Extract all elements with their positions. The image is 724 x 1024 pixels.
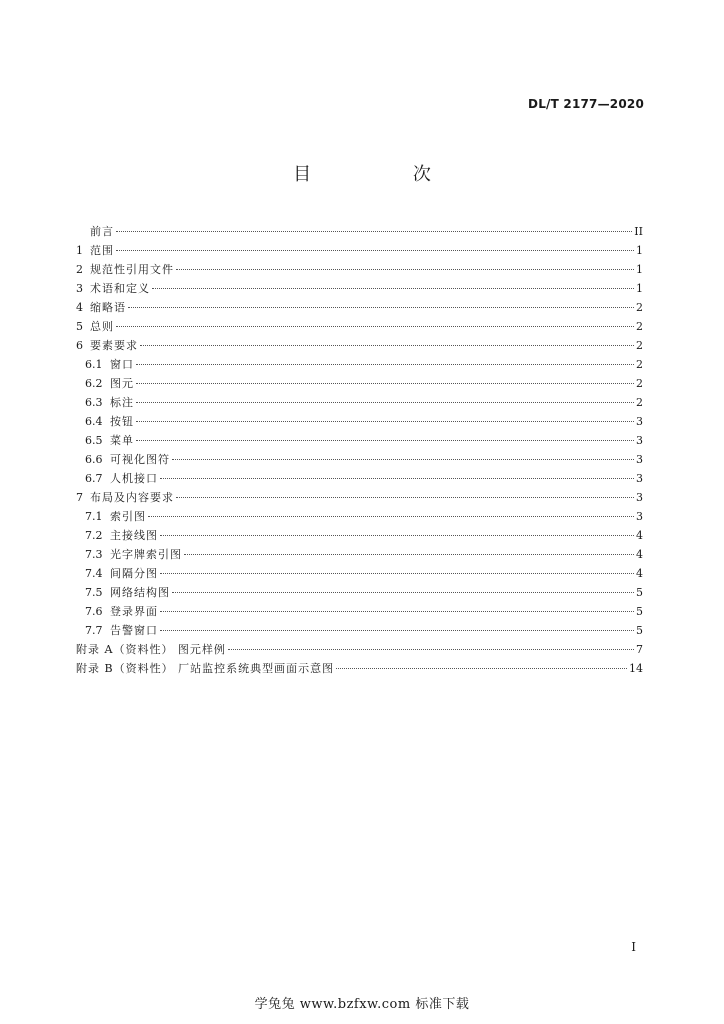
- toc-entry[interactable]: [76, 222, 643, 241]
- toc-entry-number: 6.4: [85, 415, 103, 428]
- toc-entry-label: 索引图: [110, 510, 146, 523]
- toc-entry-page: 5: [636, 605, 643, 618]
- toc-leader-dots: [176, 497, 634, 498]
- toc-entry-number: 7.3: [85, 548, 103, 561]
- toc-entry-page: 5: [636, 586, 643, 599]
- toc-leader-dots: [136, 440, 634, 441]
- watermark-text: 学兔兔 www.bzfxw.com 标准下载: [254, 997, 470, 1012]
- standard-code: DL/T 2177—2020: [528, 97, 644, 111]
- toc-entry-number: 6.7: [85, 472, 103, 485]
- toc-leader-dots: [136, 402, 634, 403]
- toc-entry-label: 范围: [90, 244, 114, 257]
- toc-leader-dots: [176, 269, 634, 270]
- toc-leader-dots: [184, 554, 634, 555]
- toc-entry-number: 7.2: [85, 529, 103, 542]
- toc-entry-page: 1: [636, 263, 643, 276]
- toc-leader-dots: [128, 307, 634, 308]
- toc-entry-label: 附录 A（资料性） 图元样例: [76, 643, 226, 656]
- toc-entry-label: 缩略语: [90, 301, 126, 314]
- toc-entry[interactable]: [76, 602, 643, 621]
- toc-entry-page: 2: [636, 358, 643, 371]
- toc-entry[interactable]: [76, 241, 643, 260]
- toc-entry-page: 2: [636, 396, 643, 409]
- toc-entry-page: 4: [636, 567, 643, 580]
- toc-entry[interactable]: [76, 355, 643, 374]
- toc-entry-number: 7.5: [85, 586, 103, 599]
- toc-entry-number: 4: [76, 301, 83, 314]
- toc-entry-number: 6.6: [85, 453, 103, 466]
- toc-entry-number: 7.6: [85, 605, 103, 618]
- toc-entry-label: 告警窗口: [110, 624, 158, 637]
- toc-entry-page: 5: [636, 624, 643, 637]
- toc-entry-number: 5: [76, 320, 83, 333]
- toc-entry-page: 3: [636, 491, 643, 504]
- toc-entry[interactable]: [76, 564, 643, 583]
- toc-entry-page: 2: [636, 377, 643, 390]
- toc-entry-label: 光字牌索引图: [110, 548, 182, 561]
- toc-entry[interactable]: [76, 393, 643, 412]
- toc-entry-page: 2: [636, 339, 643, 352]
- toc-entry[interactable]: [76, 336, 643, 355]
- toc-leader-dots: [172, 459, 634, 460]
- toc-leader-dots: [136, 421, 634, 422]
- toc-entry-number: 1: [76, 244, 83, 257]
- toc-entry-label: 总则: [90, 320, 114, 333]
- toc-entry-label: 登录界面: [110, 605, 158, 618]
- toc-entry-label: 标注: [110, 396, 134, 409]
- page-number: I: [631, 940, 636, 954]
- page-title: 目 次: [293, 164, 479, 185]
- toc-entry[interactable]: [76, 507, 643, 526]
- toc-entry-number: 7: [76, 491, 83, 504]
- toc-leader-dots: [116, 326, 634, 327]
- toc-entry-number: 6.2: [85, 377, 103, 390]
- toc-entry-label: 布局及内容要求: [90, 491, 174, 504]
- toc-entry-number: 6.1: [85, 358, 103, 371]
- toc-entry[interactable]: [76, 545, 643, 564]
- toc-entry[interactable]: [76, 659, 643, 678]
- toc-entry-label: 网络结构图: [110, 586, 170, 599]
- toc-leader-dots: [116, 231, 632, 232]
- toc-leader-dots: [160, 478, 634, 479]
- toc-entry[interactable]: [76, 317, 643, 336]
- toc-entry[interactable]: [76, 450, 643, 469]
- toc-leader-dots: [152, 288, 634, 289]
- toc-leader-dots: [160, 630, 634, 631]
- toc-entry-page: 2: [636, 320, 643, 333]
- toc-entry-number: 6.5: [85, 434, 103, 447]
- toc-entry[interactable]: [76, 621, 643, 640]
- toc-entry-label: 可视化图符: [110, 453, 170, 466]
- toc-entry-page: 2: [636, 301, 643, 314]
- toc-entry-label: 人机接口: [110, 472, 158, 485]
- toc-entry[interactable]: [76, 298, 643, 317]
- toc-entry-page: 3: [636, 415, 643, 428]
- toc-entry-page: 3: [636, 453, 643, 466]
- toc-entry-page: 7: [636, 643, 643, 656]
- table-of-contents: [76, 222, 643, 678]
- toc-entry-page: 1: [636, 244, 643, 257]
- toc-entry[interactable]: [76, 412, 643, 431]
- toc-entry[interactable]: [76, 374, 643, 393]
- toc-leader-dots: [228, 649, 634, 650]
- toc-entry-number: 3: [76, 282, 83, 295]
- toc-entry-label: 要素要求: [90, 339, 138, 352]
- toc-entry-page: 3: [636, 472, 643, 485]
- toc-entry[interactable]: [76, 279, 643, 298]
- toc-entry-number: 7.7: [85, 624, 103, 637]
- toc-entry[interactable]: [76, 640, 643, 659]
- toc-entry[interactable]: [76, 583, 643, 602]
- toc-leader-dots: [140, 345, 634, 346]
- toc-leader-dots: [160, 535, 634, 536]
- toc-leader-dots: [336, 668, 627, 669]
- toc-entry-label: 规范性引用文件: [90, 263, 174, 276]
- toc-entry-page: II: [634, 225, 643, 238]
- toc-entry-number: 7.1: [85, 510, 103, 523]
- toc-entry-label: 术语和定义: [90, 282, 150, 295]
- toc-entry-page: 4: [636, 529, 643, 542]
- toc-entry[interactable]: [76, 488, 643, 507]
- toc-entry-number: 7.4: [85, 567, 103, 580]
- toc-entry-label: 附录 B（资料性） 厂站监控系统典型画面示意图: [76, 662, 335, 675]
- toc-entry[interactable]: [76, 526, 643, 545]
- toc-entry-number: 2: [76, 263, 83, 276]
- toc-leader-dots: [160, 573, 634, 574]
- toc-entry-label: 前言: [90, 225, 114, 238]
- toc-entry-page: 14: [629, 662, 643, 675]
- toc-entry-label: 图元: [110, 377, 134, 390]
- toc-entry[interactable]: [76, 431, 643, 450]
- toc-leader-dots: [148, 516, 634, 517]
- toc-entry-page: 1: [636, 282, 643, 295]
- toc-entry-number: 6: [76, 339, 83, 352]
- toc-entry-label: 窗口: [110, 358, 134, 371]
- toc-leader-dots: [172, 592, 634, 593]
- toc-entry-page: 3: [636, 510, 643, 523]
- toc-leader-dots: [116, 250, 634, 251]
- toc-entry[interactable]: [76, 260, 643, 279]
- toc-leader-dots: [136, 364, 634, 365]
- toc-entry-label: 菜单: [110, 434, 134, 447]
- toc-entry-page: 4: [636, 548, 643, 561]
- toc-leader-dots: [136, 383, 634, 384]
- toc-entry[interactable]: [76, 469, 643, 488]
- toc-entry-page: 3: [636, 434, 643, 447]
- toc-entry-label: 按钮: [110, 415, 134, 428]
- toc-leader-dots: [160, 611, 634, 612]
- toc-entry-number: 6.3: [85, 396, 103, 409]
- toc-entry-label: 间隔分图: [110, 567, 158, 580]
- toc-entry-label: 主接线图: [110, 529, 158, 542]
